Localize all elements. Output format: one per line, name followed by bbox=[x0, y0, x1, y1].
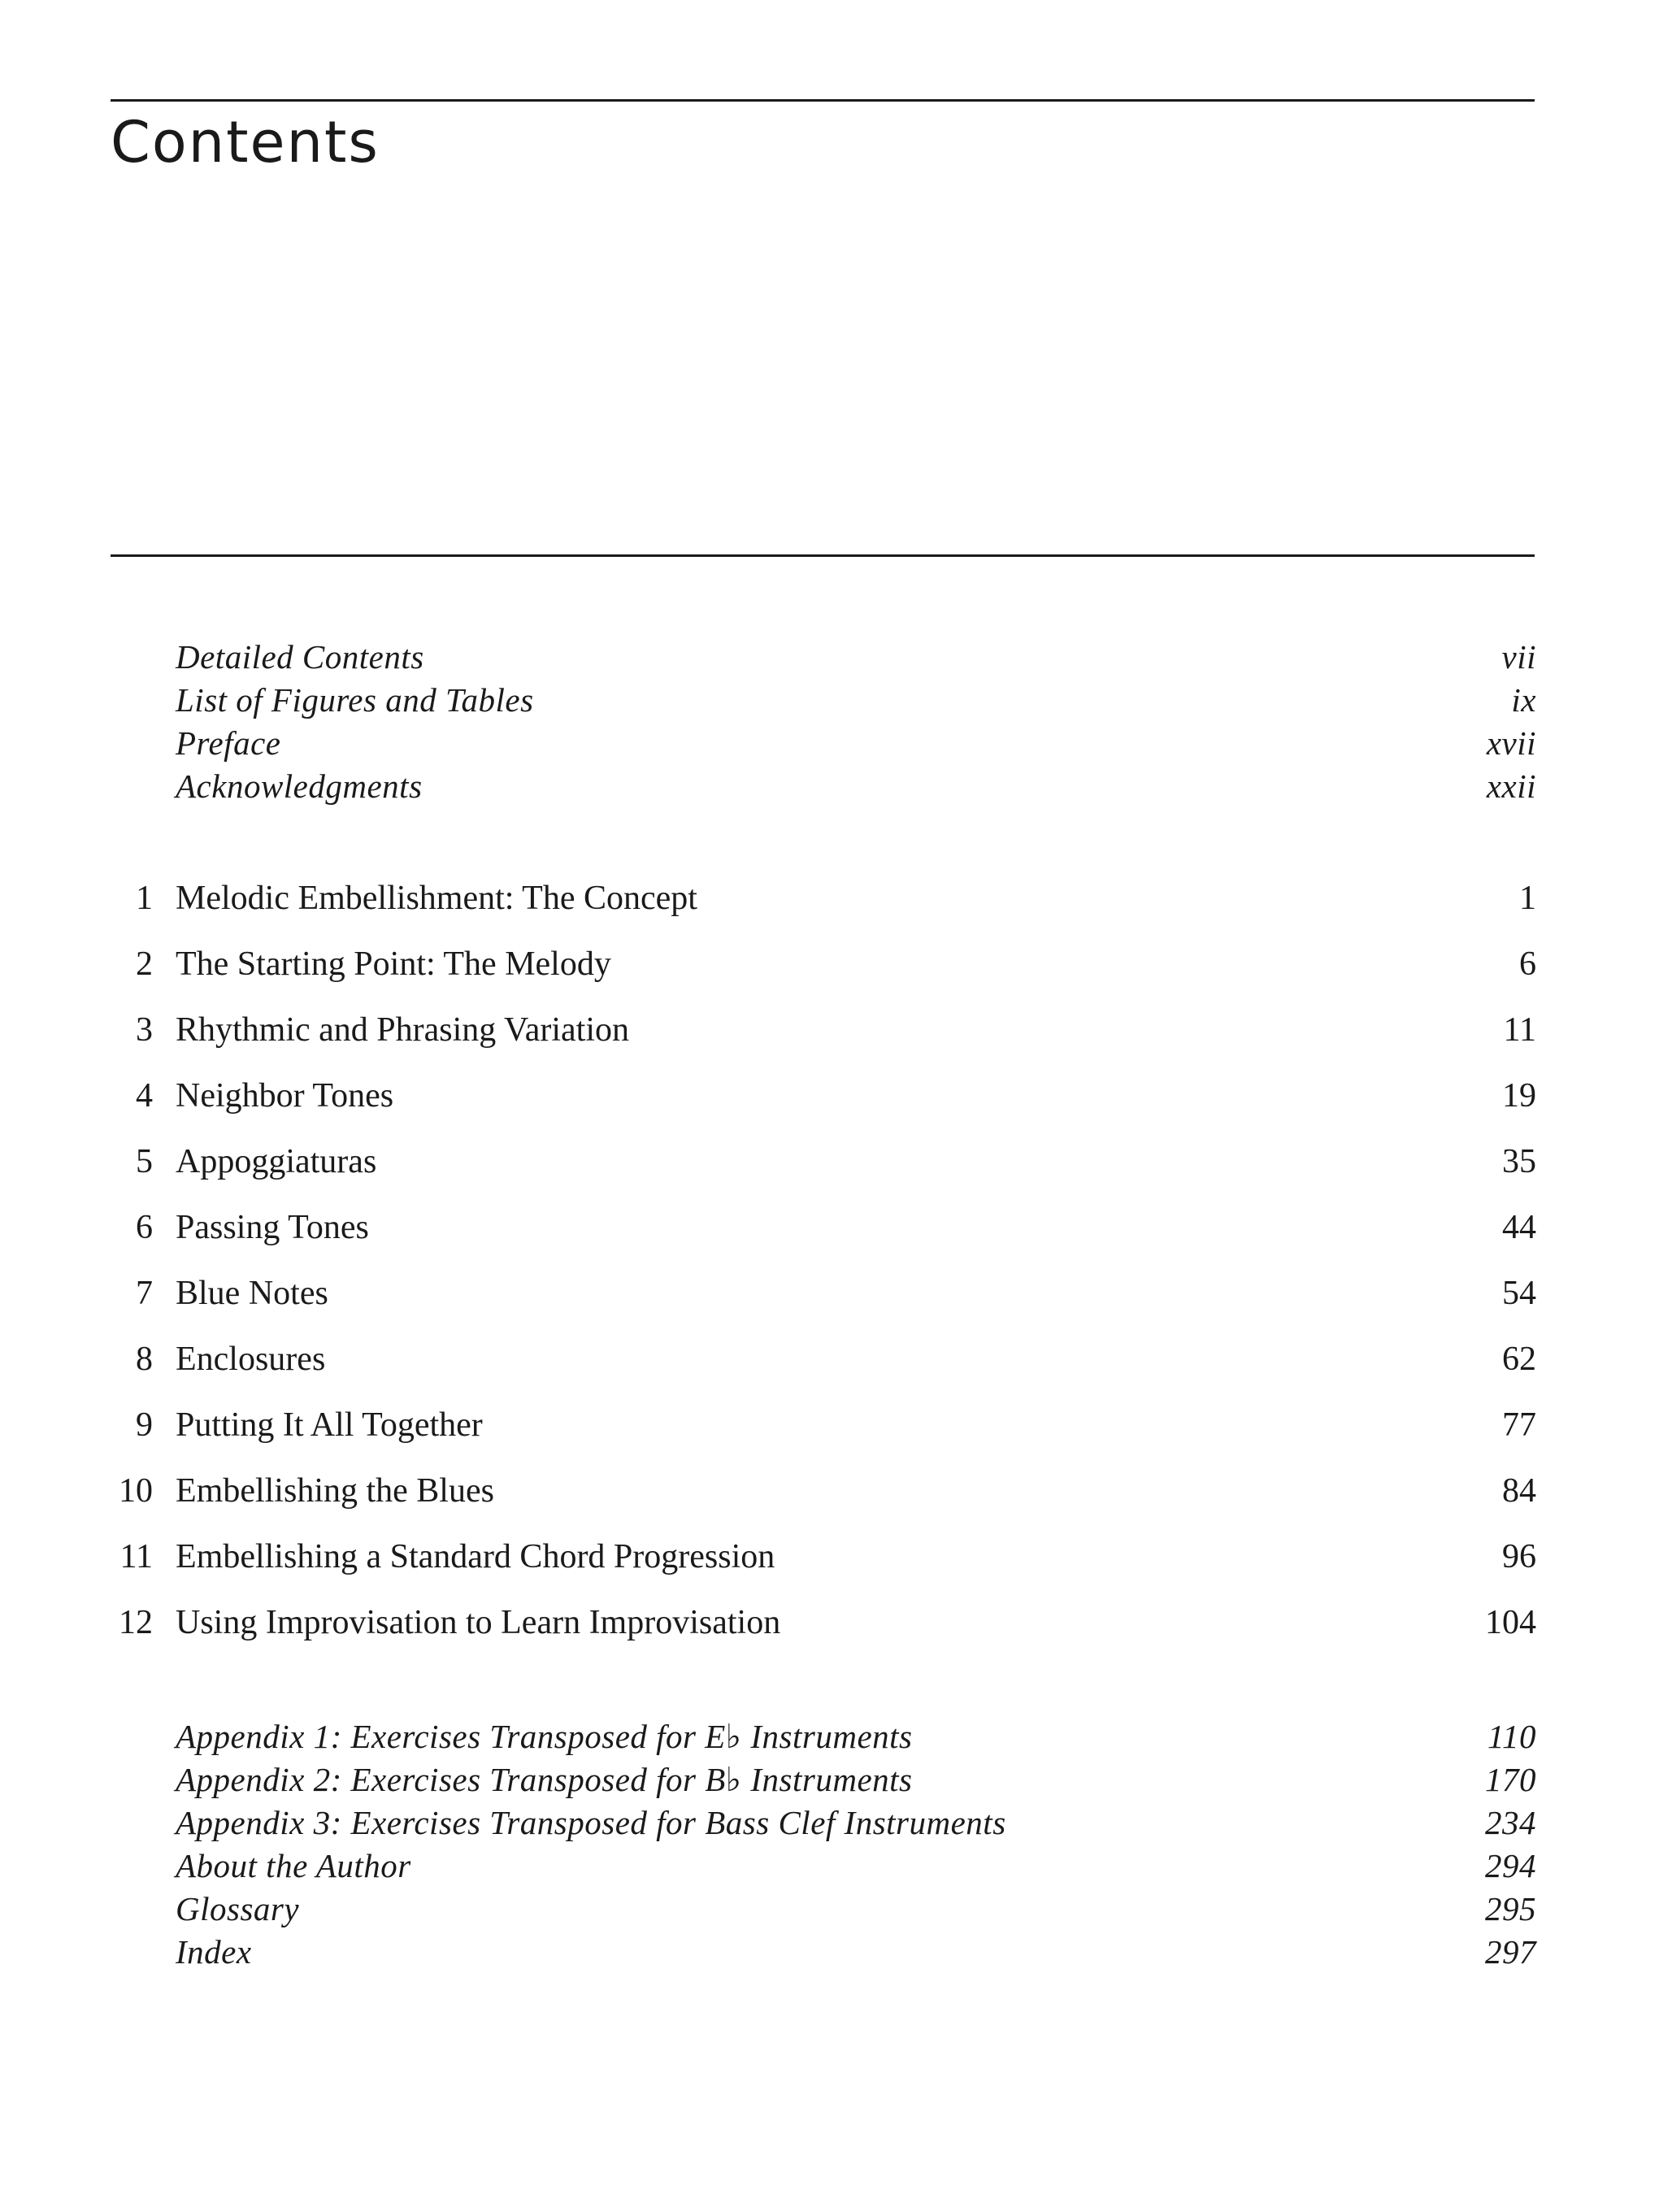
page-number: 84 bbox=[1502, 1472, 1536, 1510]
entry-title: Passing Tones bbox=[176, 1209, 369, 1246]
entry-title: Blue Notes bbox=[176, 1275, 328, 1312]
chapter-number: 5 bbox=[136, 1143, 153, 1180]
chapter-number: 10 bbox=[119, 1472, 153, 1510]
chapter-item[interactable] bbox=[111, 1137, 1536, 1186]
chapter-number: 11 bbox=[119, 1538, 153, 1575]
chapter-number: 8 bbox=[136, 1341, 153, 1378]
page-number: vii bbox=[1501, 638, 1536, 676]
chapter-number: 1 bbox=[136, 880, 153, 917]
entry-title: Neighbor Tones bbox=[176, 1077, 394, 1115]
page-number: 54 bbox=[1502, 1275, 1536, 1312]
chapter-item[interactable] bbox=[111, 1269, 1536, 1318]
front-matter-item[interactable] bbox=[111, 762, 1536, 810]
page-number: 170 bbox=[1485, 1761, 1536, 1798]
chapter-item[interactable] bbox=[111, 1071, 1536, 1120]
entry-title: Embellishing a Standard Chord Progression bbox=[176, 1538, 775, 1575]
front-matter-item[interactable] bbox=[111, 719, 1536, 767]
page-number: 11 bbox=[1503, 1011, 1536, 1049]
back-matter-item[interactable] bbox=[111, 1841, 1536, 1890]
chapter-item[interactable] bbox=[111, 1006, 1536, 1054]
entry-title: Enclosures bbox=[176, 1341, 326, 1378]
entry-title: List of Figures and Tables bbox=[176, 681, 534, 719]
page-number: 104 bbox=[1485, 1604, 1536, 1641]
chapter-number: 3 bbox=[136, 1011, 153, 1049]
entry-title: Preface bbox=[176, 724, 281, 762]
front-matter-item[interactable] bbox=[111, 676, 1536, 724]
chapter-item[interactable] bbox=[111, 1203, 1536, 1252]
entry-title: Detailed Contents bbox=[176, 638, 424, 676]
chapter-number: 6 bbox=[136, 1209, 153, 1246]
section-rule bbox=[111, 554, 1535, 557]
page-number: 6 bbox=[1519, 945, 1536, 983]
front-matter-item[interactable] bbox=[111, 632, 1536, 681]
entry-title: Glossary bbox=[176, 1890, 300, 1927]
page-number: xvii bbox=[1486, 724, 1536, 762]
entry-title: Appendix 1: Exercises Transposed for E♭ Instruments bbox=[176, 1718, 913, 1755]
page-number: 19 bbox=[1502, 1077, 1536, 1115]
chapter-number: 7 bbox=[136, 1275, 153, 1312]
entry-title: Rhythmic and Phrasing Variation bbox=[176, 1011, 629, 1049]
top-rule bbox=[111, 99, 1535, 102]
page-number: 110 bbox=[1487, 1718, 1536, 1755]
entry-title: Melodic Embellishment: The Concept bbox=[176, 880, 697, 917]
page-number: ix bbox=[1511, 681, 1536, 719]
page-number: 35 bbox=[1502, 1143, 1536, 1180]
chapter-number: 12 bbox=[119, 1604, 153, 1641]
chapter-item[interactable] bbox=[111, 1401, 1536, 1449]
page-title: Contents bbox=[111, 109, 380, 176]
chapter-item[interactable] bbox=[111, 874, 1536, 923]
chapter-item[interactable] bbox=[111, 1335, 1536, 1384]
page-number: 1 bbox=[1519, 880, 1536, 917]
back-matter-item[interactable] bbox=[111, 1712, 1536, 1761]
chapter-number: 4 bbox=[136, 1077, 153, 1115]
page-number: 297 bbox=[1485, 1933, 1536, 1971]
back-matter-item[interactable] bbox=[111, 1798, 1536, 1847]
entry-title: Appendix 3: Exercises Transposed for Bass Clef Instruments bbox=[176, 1804, 1006, 1841]
entry-title: Putting It All Together bbox=[176, 1406, 483, 1444]
page-number: 294 bbox=[1485, 1847, 1536, 1884]
entry-title: Index bbox=[176, 1933, 252, 1971]
entry-title: Appoggiaturas bbox=[176, 1143, 377, 1180]
back-matter-item[interactable] bbox=[111, 1884, 1536, 1933]
entry-title: Appendix 2: Exercises Transposed for B♭ Instruments bbox=[176, 1761, 913, 1798]
entry-title: About the Author bbox=[176, 1847, 411, 1884]
page-number: 44 bbox=[1502, 1209, 1536, 1246]
page-number: 96 bbox=[1502, 1538, 1536, 1575]
entry-title: The Starting Point: The Melody bbox=[176, 945, 611, 983]
entry-title: Embellishing the Blues bbox=[176, 1472, 494, 1510]
chapter-item[interactable] bbox=[111, 1598, 1536, 1647]
chapter-item[interactable] bbox=[111, 1467, 1536, 1515]
page-number: xxii bbox=[1486, 767, 1536, 805]
entry-title: Acknowledgments bbox=[176, 767, 423, 805]
page-number: 77 bbox=[1502, 1406, 1536, 1444]
page-number: 295 bbox=[1485, 1890, 1536, 1927]
back-matter-item[interactable] bbox=[111, 1927, 1536, 1976]
page-number: 234 bbox=[1485, 1804, 1536, 1841]
page-number: 62 bbox=[1502, 1341, 1536, 1378]
chapter-item[interactable] bbox=[111, 940, 1536, 989]
chapter-number: 2 bbox=[136, 945, 153, 983]
entry-title: Using Improvisation to Learn Improvisation bbox=[176, 1604, 781, 1641]
chapter-item[interactable] bbox=[111, 1532, 1536, 1581]
chapter-number: 9 bbox=[136, 1406, 153, 1444]
back-matter-item[interactable] bbox=[111, 1755, 1536, 1804]
